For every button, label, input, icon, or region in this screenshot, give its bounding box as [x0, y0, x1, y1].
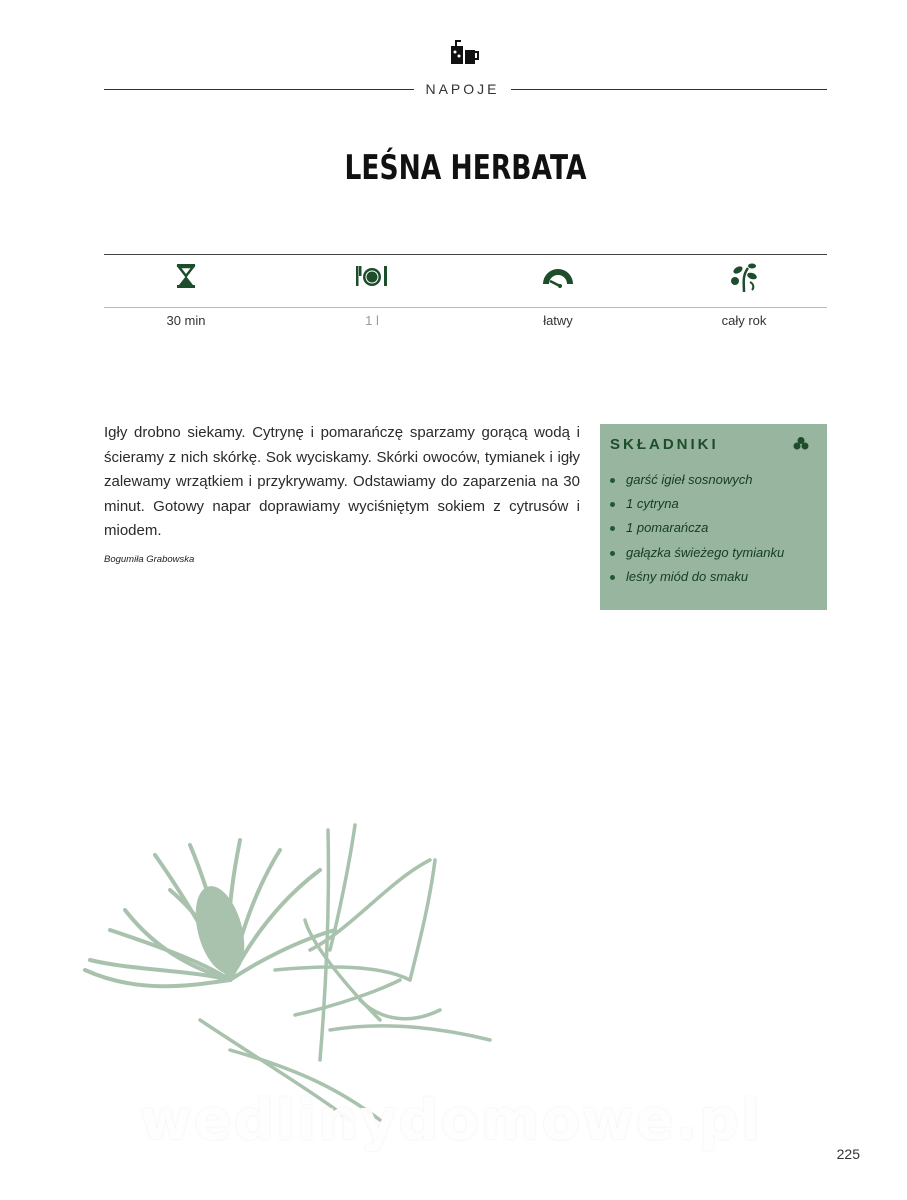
- header-rule-left: [104, 89, 414, 90]
- page-number: 225: [836, 1146, 860, 1162]
- info-band-top-rule: [104, 254, 827, 255]
- list-item: 1 cytryna: [608, 492, 784, 516]
- recipe-title: LEŚNA HERBATA: [344, 148, 587, 188]
- header-rule-right: [511, 89, 827, 90]
- plate-cutlery-icon: [354, 262, 390, 290]
- yield-info: [282, 262, 462, 290]
- ingredients-list: [608, 468, 784, 589]
- yield-value: 1 l: [365, 313, 379, 328]
- season-value: cały rok: [721, 313, 767, 328]
- pine-branch-illustration: [80, 820, 510, 1130]
- ingredients-title: SKŁADNIKI: [610, 436, 719, 453]
- list-item: garść igieł sosnowych: [608, 468, 784, 492]
- clover-icon: [793, 436, 809, 457]
- info-band-divider: [104, 307, 827, 308]
- recipe-author: Bogumiła Grabowska: [104, 554, 195, 565]
- list-item: 1 pomarańcza: [608, 516, 784, 540]
- difficulty-value: łatwy: [543, 313, 573, 328]
- time-info: [96, 262, 276, 290]
- section-label: NAPOJE: [425, 81, 500, 97]
- difficulty-gauge-icon: [540, 262, 576, 290]
- list-item: gałązka świeżego tymianku: [608, 541, 784, 565]
- seasonal-plant-icon: [728, 262, 760, 294]
- hourglass-icon: [175, 262, 197, 290]
- ingredients-box: [600, 424, 827, 610]
- list-item: leśny miód do smaku: [608, 565, 784, 589]
- difficulty-info: [468, 262, 648, 290]
- time-value: 30 min: [166, 313, 206, 328]
- drinks-icon: [447, 38, 481, 66]
- recipe-instructions: Igły drobno siekamy. Cytrynę i pomarańczę sparzamy gorącą wodą i ścieramy z nich skórkę. Sok wyciskamy. Skórki owoców, tymianek i igły zalewamy wrzątkiem i przykrywamy. Odstawiamy do zaparzenia na 30 minut. Gotowy napar doprawiamy wyciśniętym sokiem z cytrusów i miodem.: [104, 424, 580, 539]
- season-info: [654, 262, 834, 294]
- watermark-text: wedlinydomowe.pl: [140, 1088, 763, 1153]
